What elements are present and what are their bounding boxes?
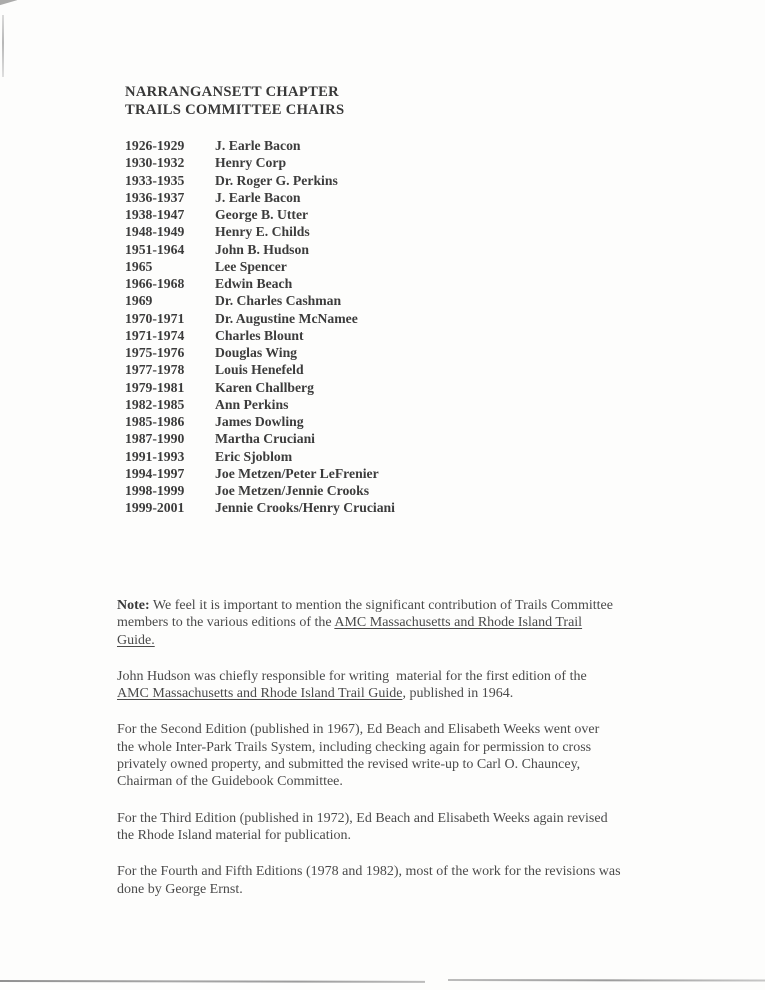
chair-years: 1970-1971 <box>125 310 185 326</box>
chairs-list <box>125 137 395 517</box>
chair-years: 1926-1929 <box>125 138 185 153</box>
document-title-line1: NARRANGANSETT CHAPTER <box>125 84 340 100</box>
chair-row <box>125 361 395 378</box>
paragraph-line <box>117 632 717 649</box>
chair-years: 1979-1981 <box>125 379 185 395</box>
chair-years: 1994-1997 <box>125 465 185 481</box>
chair-years: 1998-1999 <box>125 483 185 498</box>
chair-name: J. Earle Bacon <box>215 138 301 153</box>
paragraph-line <box>117 668 717 685</box>
chair-name: Henry E. Childs <box>215 224 310 240</box>
text-run: For the Third Edition (published in 1972), Ed Beach and Elisabeth Weeks again revised <box>117 810 608 826</box>
text-run: the Rhode Island material for publication. <box>117 827 352 843</box>
chair-name: Louis Henefeld <box>215 362 304 378</box>
underlined-text-run: Guide. <box>117 632 155 648</box>
document-title-line2: TRAILS COMMITTEE CHAIRS <box>125 101 345 118</box>
chair-name: J. Earle Bacon <box>215 189 301 205</box>
text-run: For the Second Edition (published in 1967), Ed Beach and Elisabeth Weeks went over <box>117 722 600 738</box>
text-run: We feel it is important to mention the significant contribution of Trails Committee <box>149 598 613 613</box>
chair-row <box>125 430 395 447</box>
paragraph-line <box>117 614 717 631</box>
text-run: John Hudson was chiefly responsible for writing material for the first edition of the <box>117 668 587 684</box>
paragraph-line <box>117 739 717 756</box>
chair-name: Ann Perkins <box>215 396 289 412</box>
chair-row <box>125 448 395 465</box>
chair-name: James Dowling <box>215 414 304 429</box>
chair-name: Dr. Roger G. Perkins <box>215 172 338 188</box>
chair-years: 1971-1974 <box>125 327 185 343</box>
chair-name: Joe Metzen/Peter LeFrenier <box>215 465 379 481</box>
chair-row <box>125 465 395 482</box>
chair-years: 1977-1978 <box>125 362 185 378</box>
chair-row <box>125 189 395 206</box>
chair-name: Joe Metzen/Jennie Crooks <box>215 483 370 498</box>
scan-artifact-top-left-corner <box>0 0 18 6</box>
chair-years: 1966-1968 <box>125 276 185 291</box>
chair-name: Douglas Wing <box>215 345 298 360</box>
chair-name: Jennie Crooks/Henry Cruciani <box>215 500 395 516</box>
chair-row <box>125 206 395 223</box>
scan-artifact-bottom-line-right <box>448 979 765 981</box>
chair-row <box>125 413 395 430</box>
chair-row <box>125 137 395 154</box>
document-title <box>125 84 344 119</box>
paragraph <box>117 863 717 898</box>
chair-row <box>125 275 395 292</box>
paragraph <box>117 810 717 845</box>
chair-years: 1985-1986 <box>125 414 185 429</box>
chair-years: 1951-1964 <box>125 241 185 257</box>
text-run: , published in 1964. <box>402 686 514 702</box>
paragraph-line <box>117 597 717 614</box>
text-run: For the Fourth and Fifth Editions (1978 and 1982), most of the work for the revisions was <box>117 864 621 880</box>
paragraph <box>117 668 717 703</box>
chair-row <box>125 379 395 396</box>
chair-years: 1969 <box>125 293 153 309</box>
chair-name: Lee Spencer <box>215 258 287 274</box>
chair-name: John B. Hudson <box>215 241 309 257</box>
chair-years: 1936-1937 <box>125 189 185 205</box>
chair-name: Eric Sjoblom <box>215 448 293 464</box>
paragraph-line <box>117 810 717 827</box>
chair-row <box>125 258 395 275</box>
paragraph <box>117 597 717 649</box>
underlined-text-run: AMC Massachusetts and Rhode Island Trail Guide <box>117 686 403 702</box>
chair-row <box>125 344 395 361</box>
chair-row <box>125 482 395 499</box>
chair-row <box>125 327 395 344</box>
chair-name: George B. Utter <box>215 207 309 222</box>
chair-name: Dr. Augustine McNamee <box>215 310 358 326</box>
text-run: privately owned property, and submitted the revised write-up to Carl O. Chauncey, <box>117 757 581 773</box>
chair-name: Edwin Beach <box>215 276 293 291</box>
paragraph-line <box>117 721 717 738</box>
body-paragraphs <box>117 597 717 917</box>
text-run: the whole Inter-Park Trails System, including checking again for permission to cross <box>117 739 592 755</box>
chair-years: 1999-2001 <box>125 500 185 516</box>
paragraph-line <box>117 773 717 790</box>
chair-years: 1991-1993 <box>125 448 185 464</box>
text-run: done by George Ernst. <box>117 881 243 897</box>
chair-row <box>125 499 395 516</box>
chair-row <box>125 310 395 327</box>
chair-row <box>125 223 395 240</box>
chair-row <box>125 154 395 171</box>
chair-row <box>125 396 395 413</box>
chair-name: Henry Corp <box>215 155 287 171</box>
paragraph-line <box>117 685 717 702</box>
paragraph-line <box>117 863 717 880</box>
chair-name: Martha Cruciani <box>215 431 315 447</box>
chair-row <box>125 172 395 189</box>
paragraph-line <box>117 756 717 773</box>
scan-artifact-bottom-line-left <box>0 980 425 982</box>
chair-name: Karen Challberg <box>215 379 314 395</box>
chair-years: 1965 <box>125 258 153 274</box>
underlined-text-run: AMC Massachusetts and Rhode Island Trail <box>334 615 583 631</box>
paragraph <box>117 721 717 790</box>
chair-name: Charles Blount <box>215 327 304 343</box>
chair-name: Dr. Charles Cashman <box>215 293 342 309</box>
paragraph-line <box>117 827 717 844</box>
chair-years: 1930-1932 <box>125 155 185 171</box>
chair-years: 1982-1985 <box>125 396 185 412</box>
scan-artifact-left-edge-line <box>2 15 4 77</box>
chair-row <box>125 292 395 309</box>
chair-years: 1933-1935 <box>125 172 185 188</box>
text-run: members to the various editions of the <box>117 615 335 631</box>
chair-years: 1987-1990 <box>125 431 185 447</box>
bold-text-run: Note: <box>117 598 150 613</box>
text-run: Chairman of the Guidebook Committee. <box>117 774 343 790</box>
chair-years: 1948-1949 <box>125 224 185 240</box>
chair-years: 1975-1976 <box>125 345 185 360</box>
paragraph-line <box>117 881 717 898</box>
chair-years: 1938-1947 <box>125 207 185 222</box>
chair-row <box>125 241 395 258</box>
